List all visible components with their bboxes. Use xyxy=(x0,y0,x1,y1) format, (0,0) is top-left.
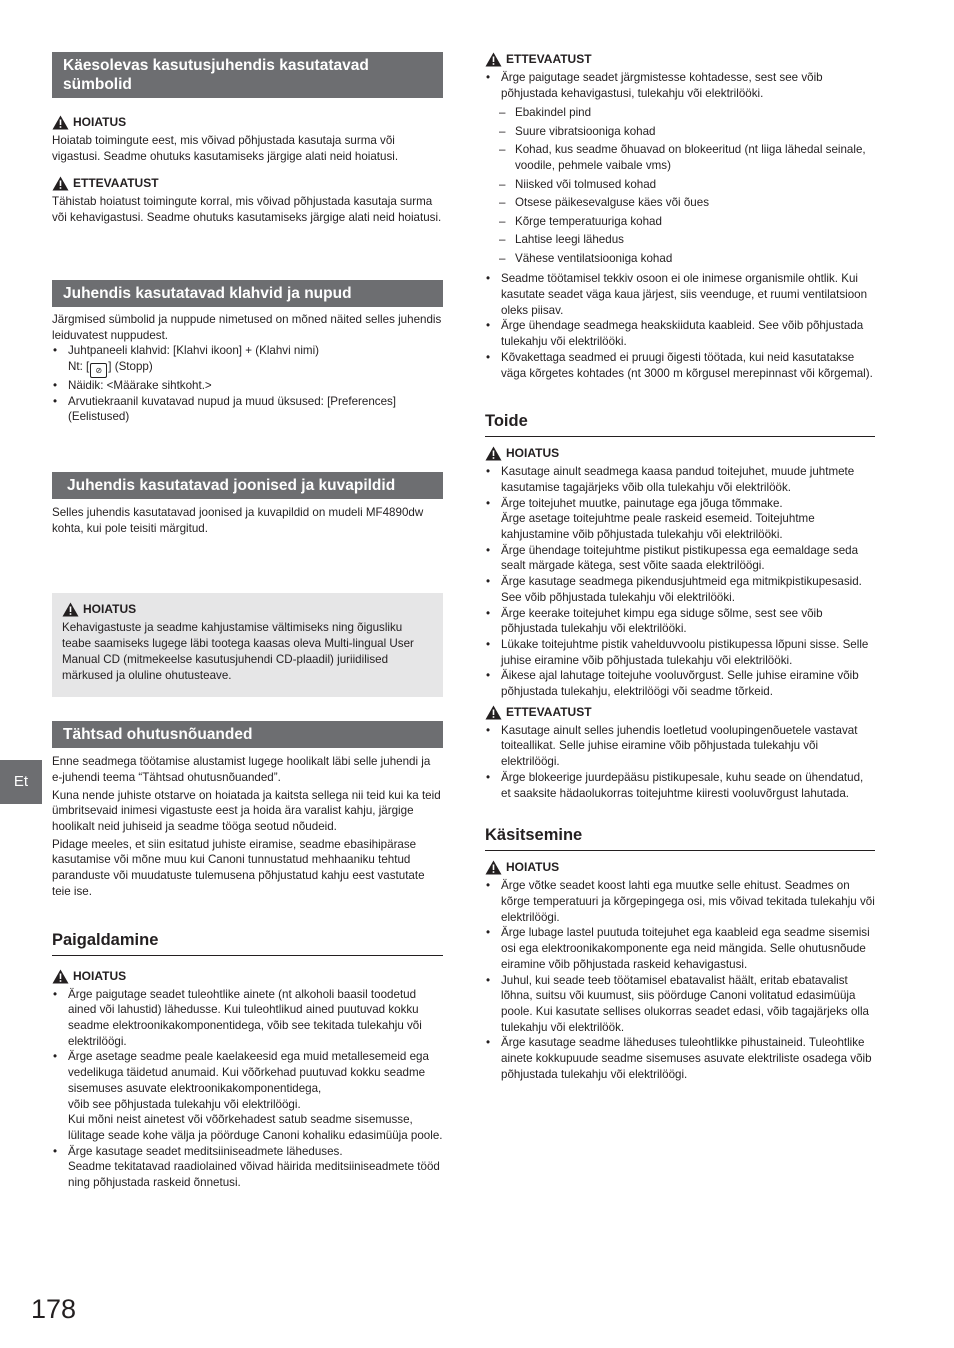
safety-paragraph: Kuna nende juhiste otstarve on hoiatada ja kaitsta sellega nii teid kui ka teid ümbritsevaid inimesi vigastuste eest ja hoida ära varalist kahju, järgige hoolikalt neid juhiseid ja seadme tööga seotud nõudeid. xyxy=(52,788,441,834)
figures-text: Selles juhendis kasutatavad joonised ja kuvapildid on mudeli MF4890dw kohta, kui pole teisiti märgitud. xyxy=(52,506,424,535)
list-item: • Ärge kasutage seadmega pikendusjuhtmeid ega mitmikpistikupesasid. See võib põhjustada tulekahju või elektrilööki. xyxy=(485,574,875,605)
warning-description: Hoiatab toimingute eest, mis võivad põhjustada kasutaja surma või vigastusi. Seadme ohutuks kasutamiseks järgige alati neid hoiatusi. xyxy=(52,134,399,163)
list-item: • Kõvakettaga seadmed ei pruugi õigesti töötada, kui neid kasutatakse väga kõrgetes kohtades (nt 3000 m kõrgusel merepinnast või kõrgemal). xyxy=(485,350,875,381)
location-item: – Vähese ventilatsiooniga kohad xyxy=(485,251,875,267)
warning-triangle-icon xyxy=(62,602,79,617)
caution-label: ETTEVAATUST xyxy=(73,176,159,191)
stop-key-icon: ⊘ xyxy=(90,363,107,378)
list-item: • Ärge võtke seadet koost lahti ega muutke selle ehitust. Seadmes on kõrge temperatuuri ja kõrgepingega osi, mis võivad tekitada tulekahju või elektrilöögi. xyxy=(485,878,875,925)
list-item: • Ärge lubage lastel puutuda toitejuhet ega kaableid ega seadme sisemisi osi ega elektroonikakomponente ega neid mängida. Selle ohutusnõude eiramine võib põhjustada raskeid kehavigastusi. xyxy=(485,925,875,972)
list-item: • Arvutiekraanil kuvatavad nupud ja muud üksused: [Preferences] (Eelistused) xyxy=(52,394,443,425)
location-item: – Kohad, kus seadme õhuavad on blokeeritud (nt liiga lähedal seinale, voodile, pehmele vaibale vms) xyxy=(485,142,875,173)
list-item: • Ärge blokeerige juurdepääsu pistikupesale, kuhu seade on ühendatud, et saaksite hädaolukorras toitejuhtme kiiresti vooluvõrgust lahutada. xyxy=(485,770,875,801)
list-item: • Ärge kasutage seadet meditsiiniseadmete läheduses. Seadme tekitatavad raadiolained võivad häirida meditsiiniseadmete tööd ning põhjustada raskeid õnnetusi. xyxy=(52,1144,443,1191)
location-item: – Kõrge temperatuuriga kohad xyxy=(485,214,875,230)
placement-caution-list xyxy=(485,70,875,381)
list-item: • Seadme töötamisel tekkiv osoon ei ole inimese organismile ohtlik. Kui kasutate seadet väga kaua järjest, siis veenduge, et ruumi ventilatsioon oleks piisav. xyxy=(485,271,875,318)
caution-description: Tähistab hoiatust toimingute korral, mis võivad põhjustada kasutaja surma või kehavigastusi. Seadme ohutuks kasutamiseks järgige alati neid hoiatusi. xyxy=(52,195,442,225)
warning-triangle-icon xyxy=(485,860,502,875)
list-item: • Lükake toitejuhtme pistik vahelduvvoolu pistikupessa lõpuni sisse. Selle juhise eiramine võib põhjustada tulekahju või elektrilööki. xyxy=(485,637,875,668)
warning-label: HOIATUS xyxy=(506,860,560,875)
warning-heading xyxy=(485,446,875,461)
heading-handling: Käsitsemine xyxy=(485,825,875,851)
power-caution-list xyxy=(485,723,875,802)
warning-label: HOIATUS xyxy=(506,446,560,461)
caution-label: ETTEVAATUST xyxy=(506,704,592,719)
left-column xyxy=(52,52,443,1191)
section-header-symbols: Käesolevas kasutusjuhendis kasutatavad sümbolid xyxy=(52,52,443,98)
list-item: • Ärge asetage seadme peale kaelakeesid ega muid metallesemeid ega vedelikuga täidetud anumaid. Kui võõrkehad puutuvad kokku seadme sisemuses asuvate elektroonikakomponentidega, võib see põhjustada tulekahju või elektrilöögi. Kui mõni neist ainetest või võõrkehadest satub seadme sisemusse, lülitage seade kohe välja ja pöörduge Canoni kohaliku edasimüüja poole. xyxy=(52,1049,443,1143)
keys-list xyxy=(52,343,443,425)
list-item: • Juhtpaneeli klahvid: [Klahvi ikoon] + (Klahvi nimi) Nt: [ ⊘ ] (Stopp) xyxy=(52,343,443,378)
warning-heading xyxy=(52,115,443,130)
location-item: – Ebakindel pind xyxy=(485,105,875,121)
caution-heading xyxy=(485,705,875,720)
warning-heading xyxy=(485,860,875,875)
warning-triangle-icon xyxy=(52,969,69,984)
section-header-safety: Tähtsad ohutusnõuanded xyxy=(52,721,443,748)
warning-triangle-icon xyxy=(485,52,502,67)
warning-heading xyxy=(62,602,433,617)
warning-label: HOIATUS xyxy=(73,968,127,983)
section-header-keys: Juhendis kasutatavad klahvid ja nupud xyxy=(52,280,443,307)
warning-label: HOIATUS xyxy=(73,115,127,129)
section-header-figures: Juhendis kasutatavad joonised ja kuvapildid xyxy=(52,472,443,499)
warning-triangle-icon xyxy=(52,176,69,191)
list-item: • Ärge paigutage seadet järgmistesse kohtadesse, sest see võib põhjustada kehavigastusi, tulekahju või elektrilööki. – Ebakindel pind – Suure vibratsiooniga kohad – Kohad, kus seadme õhuavad on blokeeritud (nt liiga lähedal seinale, voodile, pehmele vaibale vms) – Niisked või tolmused kohad – Otsese päikesevalguse käes või õues – Kõrge temperatuuriga kohad – Lahtise leegi lähedus – Vähese ventilatsiooniga kohad xyxy=(485,70,875,266)
list-item: • Ärge toitejuhet muutke, painutage ega jõuga tõmmake. Ärge asetage toitejuhtme peale raskeid esemeid. Toitejuhtme kahjustamine võib põhjustada tulekahju või elektrilööki. xyxy=(485,496,875,543)
location-item: – Lahtise leegi lähedus xyxy=(485,232,875,248)
list-item: • Ärge paigutage seadet tuleohtlike ainete (nt alkoholi baasil toodetud ained või lahustid) lähedusse. Kui tuleohtlikud ained puutuvad kokku seadme elektroonikakomponentidega, võib see tekitada tulekahju või elektrilöögi. xyxy=(52,987,443,1050)
caution-heading xyxy=(485,52,875,67)
location-item: – Niisked või tolmused kohad xyxy=(485,177,875,193)
keys-intro: Järgmised sümbolid ja nuppude nimetused on mõned näited selles juhendis leiduvatest nuppudest. xyxy=(52,312,442,342)
list-item: • Äikese ajal lahutage toitejuhe vooluvõrgust. Selle juhise eiramine võib põhjustada tulekahju, elektrilöögi või seadme tõrkeid. xyxy=(485,668,875,699)
heading-power: Toide xyxy=(485,411,875,437)
list-item: • Ärge kasutage seadme läheduses tuleohtlikke pihustaineid. Tuleohtlike ainete kokkupuude seadme sisemuses asuvate elektriliste osadega võib põhjustada tulekahju või elektrilöögi. xyxy=(485,1035,875,1082)
warning-heading xyxy=(52,969,443,984)
location-item: – Suure vibratsiooniga kohad xyxy=(485,124,875,140)
warning-box-text: Kehavigastuste ja seadme kahjustamise vältimiseks ning õigusliku teabe saamiseks lugege läbi tootega kaasas oleva Multi-lingual User Manual CD (mitmekeelse kasutusjuhendi CD-plaadil) juriidilised märkused ja oluline ohutusteave. xyxy=(62,621,414,682)
list-item: • Kasutage ainult seadmega kaasa pandud toitejuhet, muude juhtmete kasutamise tagajärjeks võib olla tulekahju või elektrilöök. xyxy=(485,464,875,495)
power-warning-list xyxy=(485,464,875,700)
location-item: – Otsese päikesevalguse käes või õues xyxy=(485,195,875,211)
installation-list xyxy=(52,987,443,1191)
warning-box xyxy=(52,593,443,697)
caution-label: ETTEVAATUST xyxy=(506,52,592,66)
warning-triangle-icon xyxy=(485,446,502,461)
warning-triangle-icon xyxy=(52,115,69,130)
list-item: • Ärge ühendage toitejuhtme pistikut pistikupessa ega eemaldage seda sealt märgade kätega, sest võite saada elektrilöögi. xyxy=(485,543,875,574)
warning-label: HOIATUS xyxy=(83,602,137,617)
list-item: • Ärge keerake toitejuhet kimpu ega siduge sõlme, sest see võib põhjustada tulekahju või elektrilööki. xyxy=(485,606,875,637)
handling-warning-list xyxy=(485,878,875,1082)
list-item: • Näidik: <Määrake sihtkoht.> xyxy=(52,378,443,394)
list-item: • Kasutage ainult selles juhendis loetletud voolupingenõuetele vastavat toiteallikat. Selle juhise eiramine võib põhjustada tulekahju või elektrilöögi. xyxy=(485,723,875,770)
right-column xyxy=(485,52,875,1082)
warning-triangle-icon xyxy=(485,705,502,720)
list-item: • Ärge ühendage seadmega heakskiiduta kaableid. See võib põhjustada tulekahju või elektrilööki. xyxy=(485,318,875,349)
language-tab: Et xyxy=(0,760,42,804)
location-list xyxy=(485,105,875,266)
safety-paragraph: Enne seadmega töötamise alustamist lugege hoolikalt läbi selle juhendi ja e-juhendi teema “Tähtsad ohutusnõuanded”. xyxy=(52,755,431,784)
heading-installation: Paigaldamine xyxy=(52,930,443,956)
list-item: • Juhul, kui seade teeb töötamisel ebatavalist häält, eritab ebatavalist lõhna, suitsu või kuumust, siis pöörduge Canoni volitatud edasimüüja poole. Kui kasutate sellises olukorras seadet edasi, võib tagajärjeks olla tulekahju või elektrilöök. xyxy=(485,973,875,1036)
safety-paragraph: Pidage meeles, et siin esitatud juhiste eiramise, seadme ebasihipärase kasutamise või mõne muu kui Canoni tunnustatud mehhaaniku tehtud paranduste või muudatuste tulemusena põhjustatud kahju eest vastutate teie ise. xyxy=(52,837,425,898)
caution-heading xyxy=(52,176,443,191)
page-number: 178 xyxy=(31,1294,77,1324)
